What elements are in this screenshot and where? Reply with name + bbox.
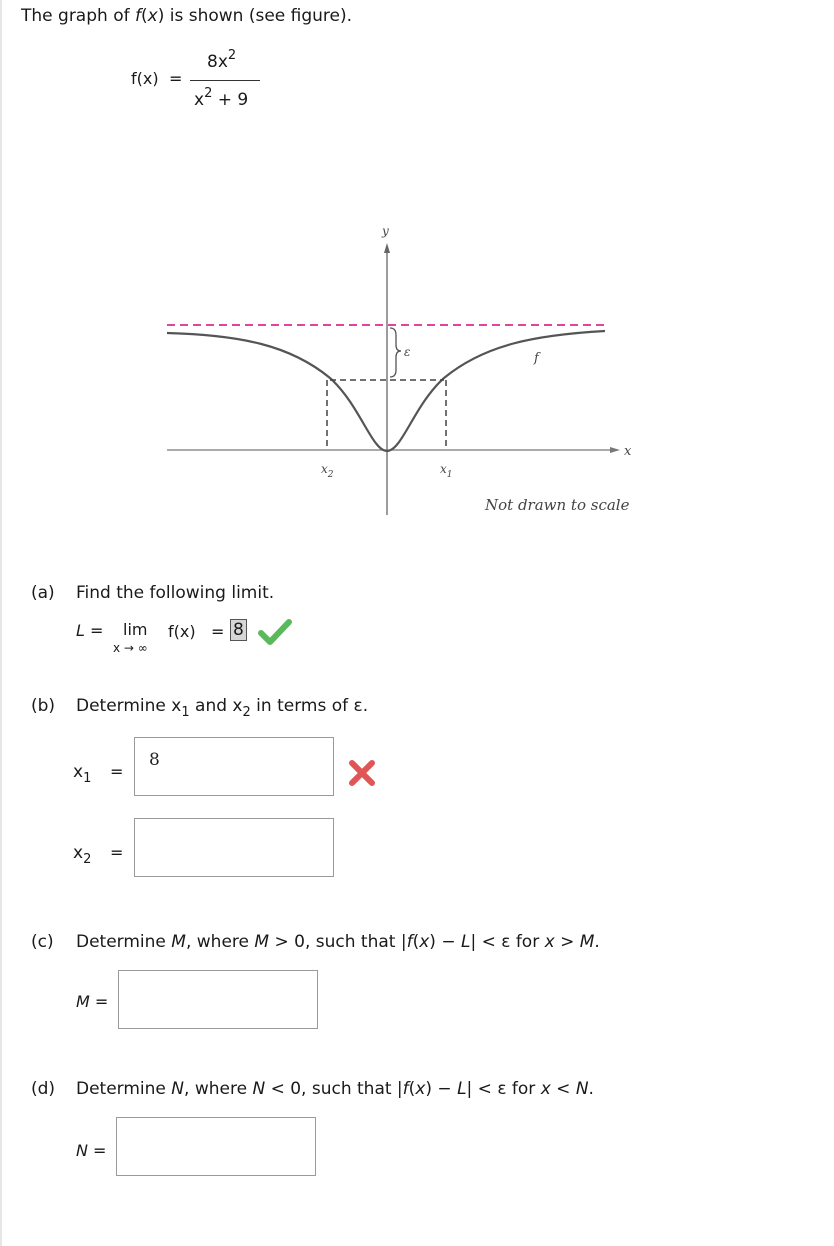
intro-paren-close: ) bbox=[157, 6, 165, 26]
intro-suffix: is shown (see figure). bbox=[164, 6, 353, 26]
fx-lhs: f(x) bbox=[131, 69, 159, 88]
correct-check-icon bbox=[258, 617, 292, 647]
N-label: N = bbox=[76, 1141, 107, 1160]
denominator-base: x bbox=[194, 90, 205, 110]
y-axis-arrow bbox=[384, 243, 390, 253]
y-axis-label: y bbox=[382, 224, 389, 238]
part-d-prompt: Determine N, where N < 0, such that |f(x) − L| < ε for x < N. bbox=[76, 1079, 594, 1099]
curve-label: f bbox=[534, 351, 539, 366]
x2-equals: = bbox=[110, 843, 124, 862]
x1-tick-label: $x_1$ bbox=[440, 462, 453, 480]
x2-input[interactable] bbox=[134, 818, 334, 877]
part-a-L-equals: L = bbox=[76, 621, 104, 640]
M-label: M = bbox=[76, 992, 109, 1011]
part-a-label: (a) bbox=[31, 583, 55, 603]
part-a-fx: f(x) bbox=[168, 622, 196, 641]
part-b-prompt: Determine $x_1$ and $x_2$ in terms of ε. bbox=[76, 696, 369, 720]
left-border bbox=[0, 0, 2, 1246]
fx-denominator bbox=[194, 86, 249, 110]
graph-figure bbox=[150, 215, 650, 525]
x1-input[interactable]: 8 bbox=[134, 737, 334, 796]
numerator-coef: 8x bbox=[207, 52, 228, 72]
denominator-exp: 2 bbox=[204, 86, 213, 101]
x2-label: $x_2$ bbox=[73, 843, 92, 867]
incorrect-x-icon bbox=[346, 757, 378, 789]
part-c-prompt: Determine M, where M > 0, such that |f(x) − L| < ε for x > M. bbox=[76, 932, 600, 952]
x2-tick-label: $x_2$ bbox=[321, 462, 334, 480]
x-axis-label: x bbox=[624, 444, 632, 459]
part-b-label: (b) bbox=[31, 696, 56, 716]
M-input[interactable] bbox=[118, 970, 318, 1029]
x1-label: $x_1$ bbox=[73, 762, 92, 786]
part-d-label: (d) bbox=[31, 1079, 56, 1099]
part-a-lim-sub: x → ∞ bbox=[113, 641, 148, 655]
part-a-equals: = bbox=[211, 622, 225, 641]
intro-var: x bbox=[147, 6, 158, 26]
intro-fn: f bbox=[134, 6, 141, 26]
part-a-lim: lim bbox=[123, 620, 148, 639]
epsilon-label: ε bbox=[404, 345, 411, 359]
part-c-label: (c) bbox=[31, 932, 54, 952]
x1-equals: = bbox=[110, 762, 124, 781]
fx-equals: = bbox=[169, 69, 183, 88]
denominator-rest: + 9 bbox=[212, 90, 249, 110]
x-axis-arrow bbox=[610, 447, 620, 453]
N-input[interactable] bbox=[116, 1117, 316, 1176]
fx-numerator bbox=[207, 48, 237, 72]
intro-text bbox=[21, 6, 352, 26]
part-a-answer[interactable]: 8 bbox=[230, 619, 247, 641]
scale-note: Not drawn to scale bbox=[485, 496, 630, 514]
fraction-bar bbox=[190, 80, 260, 81]
epsilon-brace bbox=[390, 328, 401, 377]
numerator-exp: 2 bbox=[227, 48, 237, 63]
part-a-prompt: Find the following limit. bbox=[76, 583, 275, 603]
function-curve bbox=[167, 331, 605, 451]
intro-paren-open: ( bbox=[140, 6, 148, 26]
intro-prefix: The graph of bbox=[21, 6, 135, 26]
